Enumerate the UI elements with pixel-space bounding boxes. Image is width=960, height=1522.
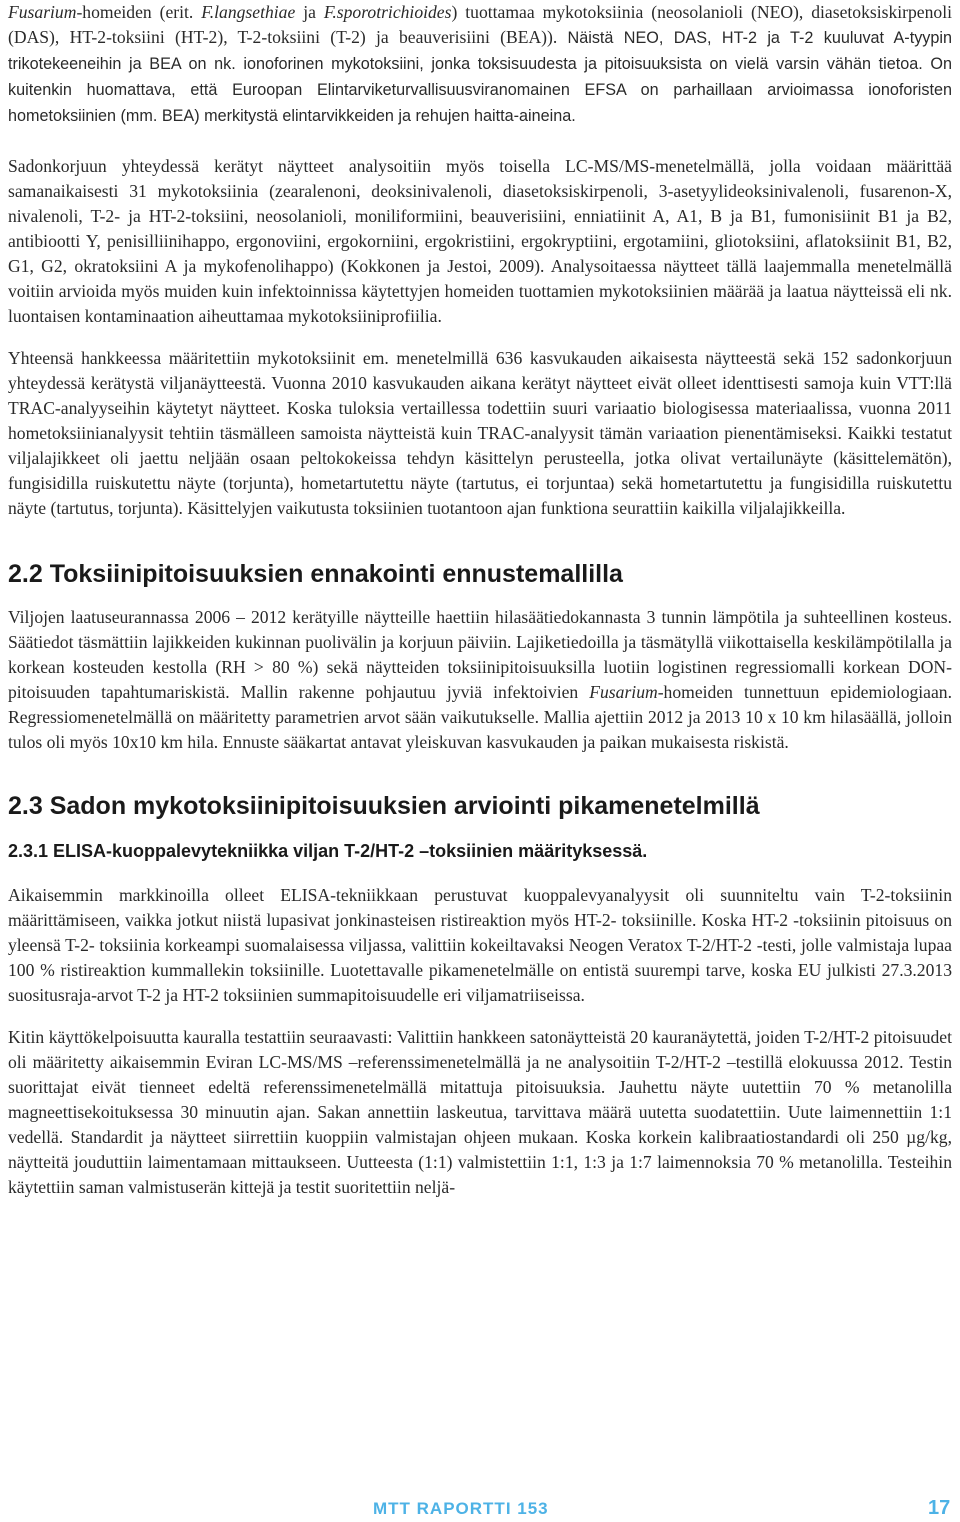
section-heading-2-2: 2.2 Toksiinipitoisuuksien ennakointi ennustemallilla [8, 560, 623, 588]
paragraph-intro-serif: Fusarium-homeiden (erit. F.langsethiae ja F.sporotrichioides) tuottamaa mykotoksiinia (neosolanioli (NEO), diasetoksiskirpenoli (DAS), HT-2-toksiini (HT-2), T-2-toksiini (T-2) ja beauverisiini (BEA)). [8, 2, 952, 47]
report-series-footer: MTT RAPORTTI 153 [373, 1499, 549, 1518]
paragraph-intro [8, 0, 952, 129]
paragraph-lcms: Sadonkorjuun yhteydessä kerätyt näytteet analysoitiin myös toisella LC-MS/MS-menetelmällä, jolla voidaan määrittää samanaikaisesti 31 mykotoksiinia (zearalenoni, deoksinivalenoli, diasetoksiskirpenoli, 3-asetyylideoksinivalenoli, fusarenon-X, nivalenoli, T-2- ja HT-2-toksiini, neosolanioli, moniliformiini, beauverisiini, enniatiinit A, A1, B ja B1, fumonisiinit B1 ja B2, antibiootti Y, penisilliinihappo, ergonoviini, ergokorniini, ergokristiini, ergokryptiini, ergotamiini, gliotoksiini, aflatoksiinit B1, B2, G1, G2, okratoksiini A ja mykofenolihappo) (Kokkonen ja Jestoi, 2009). Analysoitaessa näytteet tällä laajemmalla menetelmällä voitiin arvioida myös muiden kuin infektoinnissa käytettyjen homeiden tuottamien mykotoksiinien määrää ja laatua näytteissä eli nk. luontaisen kontaminaation aiheuttamaa mykotoksiiniprofiilia. [8, 156, 952, 326]
subsection-heading-2-3-1: 2.3.1 ELISA-kuoppalevytekniikka viljan T-2/HT-2 –toksiinien määrityksessä. [8, 841, 648, 861]
paragraph-elisa: Aikaisemmin markkinoilla olleet ELISA-tekniikkaan perustuvat kuoppalevyanalyysit oli suunniteltu vain T-2-toksiinin määrittämiseen, vaikka jotkut niistä lupasivat jonkinasteisen ristireaktion myös HT-2- toksiinille. Koska HT-2 -toksiinin pitoisuus on yleensä T-2- toksiinia korkeampi suomalaisessa viljassa, valittiin kokeiltavaksi Neogen Veratox T-2/HT-2 -testi, jolle valmistaja lupaa 100 % ristireaktion kummallekin toksiinille. Luotettavalle pikamenetelmälle on entistä suurempi tarve, koska EU julkisti 27.3.2013 suositusraja-arvot T-2 ja HT-2 toksiinien summapitoisuudelle eri viljamatriiseissa. [8, 885, 952, 1005]
document-page [8, 0, 952, 1200]
paragraph-intro-sans: Näistä NEO, DAS, HT-2 ja T-2 kuuluvat A-tyypin trikotekeeneihin ja BEA on nk. ionoforinen mykotoksiini, jonka toksisuudesta ja pitoisuuksista on vielä varsin vähän tietoa. On kuitenkin huomattava, että Euroopan Elintarviketurvallisuusviranomainen EFSA on parhaillaan arvioimassa ionoforisten hometoksiinien (mm. BEA) merkitystä elintarvikkeiden ja rehujen haitta-aineina. [8, 29, 952, 125]
paragraph-kit-testing: Kitin käyttökelpoisuutta kauralla testattiin seuraavasti: Valittiin hankkeen satonäytteistä 20 kauranäytettä, joiden T-2/HT-2 pitoisuudet oli määritetty aikaisemmin Eviran LC-MS/MS –referenssimenetelmällä ja ne analysoitiin T-2/HT-2 –testillä elokuussa 2012. Testin suorittajat eivät tienneet edeltä referenssimenetelmällä mitattuja pitoisuuksia. Jauhettu näyte uutettiin 70 % metanolilla magneettisekoituksessa 30 minuutin ajan. Sakan annettiin laskeutua, tarvittava määrä uutetta suodatettiin. Uute laimennettiin 1:1 vedellä. Standardit ja näytteet siirrettiin kuoppiin valmistajan ohjeen mukaan. Koska korkein kalibraatiostandardi oli 250 µg/kg, näytteitä jouduttiin laimentamaan mittaukseen. Uutteesta (1:1) valmistettiin 1:1, 1:3 ja 1:7 laimennoksia 70 % metanolilla. Testeihin käytettiin saman valmistuserän kittejä ja testit suoritettiin neljä- [8, 1027, 952, 1197]
paragraph-totals: Yhteensä hankkeessa määritettiin mykotoksiinit em. menetelmillä 636 kasvukauden aikaisesta näytteestä sekä 152 sadonkorjuun yhteydessä kerätystä viljanäytteestä. Vuonna 2010 kasvukauden aikana kerätyt näytteet eivät olleet identtisesti samoja kuin VTT:llä TRAC-analyyseihin käytetyt näytteet. Koska tuloksia vertaillessa todettiin suuri variaatio biologisessa materiaalissa, vuonna 2011 hometoksiinianalyysit tehtiin täsmälleen samoista näytteistä kuin TRAC-analyysit tämän variaation pienentämiseksi. Kaikki testatut viljalajikkeet oli jaettu neljään osaan peltokokeissa tehdyn käsittelyn perusteella, jotka olivat vertailunäyte (käsittelemätön), fungisidilla ruiskutettu näyte (torjunta), hometartutettu näyte (tartutus, ei torjuntaa) sekä hometartutettu ja fungisidilla ruiskutettu näyte (tartutus, torjunta). Käsittelyjen vaikutusta toksiinien tuotantoon ajan funktiona seurattiin kaikilla viljalajikkeilla. [8, 348, 952, 518]
page-number: 17 [928, 1497, 951, 1519]
paragraph-forecast: Viljojen laatuseurannassa 2006 – 2012 kerätyille näytteille haettiin hilasäätiedokannasta 3 tunnin lämpötila ja suhteellinen kosteus. Säätiedot täsmättiin lajikkeiden kukinnan puolivälin ja korjuun päiviin. Lajiketiedoilla ja täsmätyllä viikottaisella keskilämpötilalla ja korkean kosteuden kestolla (RH > 80 %) sekä näytteiden toksiinipitoisuuksilla luotiin logistinen regressiomalli korkean DON-pitoisuuden tapahtumariskistä. Mallin rakenne pohjautuu jyviä infektoivien Fusarium-homeiden tunnettuun epidemiologiaan. Regressiomenetelmällä on määritetty parametrien arvot sään vaikutukselle. Mallia ajettiin 2012 ja 2013 10 x 10 km hilasäällä, jolloin tulos oli myös 10x10 km hila. Ennuste sääkartat antavat yleiskuvan kasvukauden ja paikan mukaisesta riskistä. [8, 607, 952, 752]
section-heading-2-3: 2.3 Sadon mykotoksiinipitoisuuksien arviointi pikamenetelmillä [8, 792, 760, 820]
